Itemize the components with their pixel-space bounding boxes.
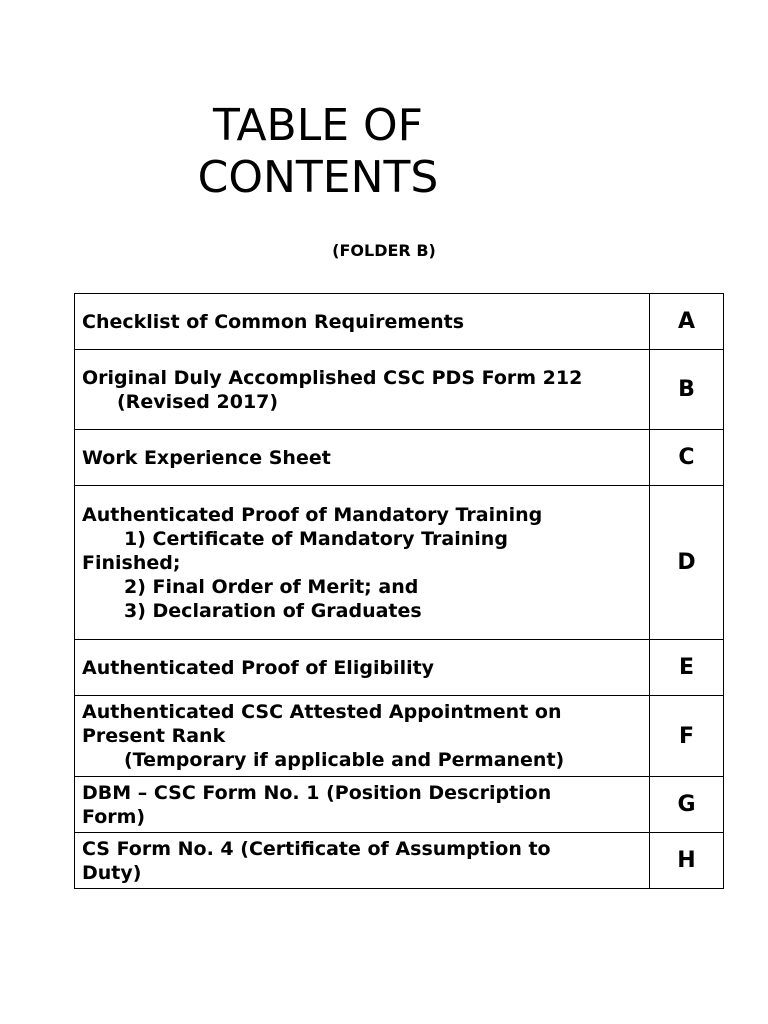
row-letter: B: [650, 350, 724, 430]
table-row: [75, 833, 724, 889]
contents-table: [74, 293, 724, 889]
row-letter: G: [650, 777, 724, 833]
row-description: [75, 486, 650, 640]
row-text-line: Work Experience Sheet: [82, 446, 331, 469]
page-title-line-1: TABLE OF: [213, 100, 423, 151]
row-text-line: Authenticated Proof of Eligibility: [82, 656, 435, 679]
row-description: [75, 430, 650, 486]
row-letter: F: [650, 696, 724, 777]
row-text-line: DBM – CSC Form No. 1 (Position Description: [82, 781, 552, 804]
row-text-line: (Revised 2017): [117, 390, 279, 413]
row-description: [75, 350, 650, 430]
table-row: [75, 486, 724, 640]
page-title: [150, 100, 486, 204]
row-text-line: (Temporary if applicable and Permanent): [124, 749, 565, 771]
row-text-line: 3) Declaration of Graduates: [124, 599, 422, 622]
row-text-line: Checklist of Common Requirements: [82, 310, 465, 333]
table-row: [75, 777, 724, 833]
row-text-line: Original Duly Accomplished CSC PDS Form 212: [82, 366, 583, 389]
row-text-line: Duty): [82, 861, 142, 884]
row-description: [75, 696, 650, 777]
row-text-line: 1) Certificate of Mandatory Training: [124, 527, 508, 550]
row-description: [75, 294, 650, 350]
row-text-line: Form): [82, 805, 146, 828]
row-description: [75, 777, 650, 833]
page-title-line-2: CONTENTS: [197, 152, 439, 203]
table-row: [75, 430, 724, 486]
table-row: [75, 350, 724, 430]
row-text-line: 2) Final Order of Merit; and: [124, 575, 419, 598]
row-text-line: Present Rank: [82, 725, 226, 747]
row-description: [75, 833, 650, 889]
row-description: [75, 640, 650, 696]
row-letter: D: [650, 486, 724, 640]
row-text-line: Finished;: [82, 551, 181, 574]
table-row: [75, 696, 724, 777]
row-letter: E: [650, 640, 724, 696]
folder-label: (FOLDER B): [332, 241, 436, 260]
row-text-line: CS Form No. 4 (Certificate of Assumption to: [82, 837, 551, 860]
row-text-line: Authenticated CSC Attested Appointment on: [82, 701, 562, 723]
table-row: [75, 294, 724, 350]
table-row: [75, 640, 724, 696]
row-letter: H: [650, 833, 724, 889]
row-letter: C: [650, 430, 724, 486]
row-text-line: Authenticated Proof of Mandatory Training: [82, 503, 543, 526]
row-letter: A: [650, 294, 724, 350]
